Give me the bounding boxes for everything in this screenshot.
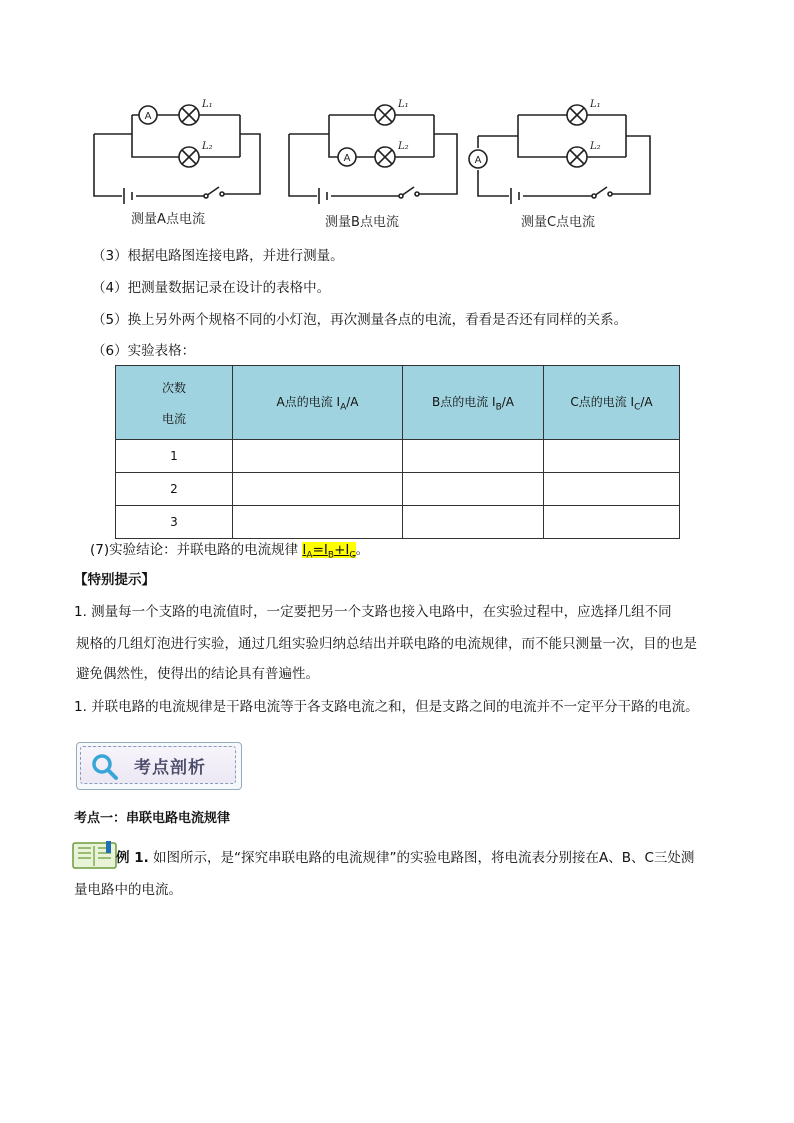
badge-title: 考点剖析 — [134, 758, 206, 778]
tip-line: 1. 测量每一个支路的电流值时，一定要把另一个支路也接入电路中，在实验过程中，应选择几组不同 — [74, 604, 672, 620]
table-header-row — [116, 366, 680, 440]
circuit-c — [478, 115, 650, 204]
search-icon — [90, 752, 120, 782]
tips-heading: 【特别提示】 — [74, 572, 155, 588]
lamp-label: L₂ — [590, 141, 601, 152]
tip-line: 避免偶然性，使得出的结论具有普遍性。 — [76, 666, 319, 682]
circuit-diagrams — [84, 96, 658, 236]
lamp-label: L₁ — [202, 99, 213, 110]
example-line: 例 1. 如图所示，是“探究串联电路的电流规律”的实验电路图，将电流表分别接在A、B、C三处测 — [116, 850, 695, 866]
circuit-caption: 测量B点电流 — [325, 215, 399, 230]
circuit-b — [289, 115, 457, 204]
circuit-caption: 测量C点电流 — [520, 215, 596, 230]
book-icon — [72, 840, 118, 870]
header-c-current: C点的电流 $I_C/A$ — [544, 366, 680, 440]
lamp-label: L₂ — [202, 141, 213, 152]
lamp-icon — [179, 105, 199, 125]
lamp-label: L₁ — [590, 99, 601, 110]
kaodian-title: 考点一：串联电路电流规律 — [74, 811, 231, 826]
example-line: 量电路中的电流。 — [74, 882, 182, 898]
ammeter-label: A — [474, 155, 482, 166]
step-6: （6）实验表格： — [92, 343, 196, 359]
step-4: （4）把测量数据记录在设计的表格中。 — [92, 280, 331, 296]
lamp-icon — [567, 147, 587, 167]
conclusion: (7)实验结论：并联电路的电流规律 $I_A=I_B+I_C$。 — [90, 542, 370, 561]
header-a-current: A点的电流 $I_A/A$ — [233, 366, 403, 440]
tip-line: 1. 并联电路的电流规律是干路电流等于各支路电流之和，但是支路之间的电流并不一定平分干路的电流。 — [74, 699, 699, 715]
lamp-label: L₂ — [398, 141, 409, 152]
lamp-icon — [179, 147, 199, 167]
circuit-caption: 测量A点电流 — [131, 212, 205, 227]
example-label: 例 1. — [116, 850, 149, 866]
section-badge — [76, 742, 242, 790]
ammeter-label: A — [343, 153, 351, 164]
header-b-current: B点的电流 $I_B/A$ — [403, 366, 544, 440]
ammeter-label: A — [144, 111, 152, 122]
step-3: （3）根据电路图连接电路，并进行测量。 — [92, 248, 344, 264]
lamp-icon — [375, 105, 395, 125]
formula-highlight: $I_A=I_B+I_C$ — [302, 542, 356, 561]
lamp-label: L₁ — [398, 99, 409, 110]
tip-line: 规格的几组灯泡进行实验，通过几组实验归纳总结出并联电路的电流规律，而不能只测量一次，目的也是 — [76, 636, 697, 652]
lamp-icon — [567, 105, 587, 125]
lamp-icon — [375, 147, 395, 167]
table-row: 2 — [116, 473, 680, 506]
experiment-table — [115, 365, 680, 539]
table-row: 3 — [116, 506, 680, 539]
table-row: 1 — [116, 440, 680, 473]
table-corner-cell: 次数 电流 — [116, 366, 233, 440]
circuit-a — [94, 115, 260, 204]
step-5: （5）换上另外两个规格不同的小灯泡，再次测量各点的电流，看看是否还有同样的关系。 — [92, 312, 628, 328]
